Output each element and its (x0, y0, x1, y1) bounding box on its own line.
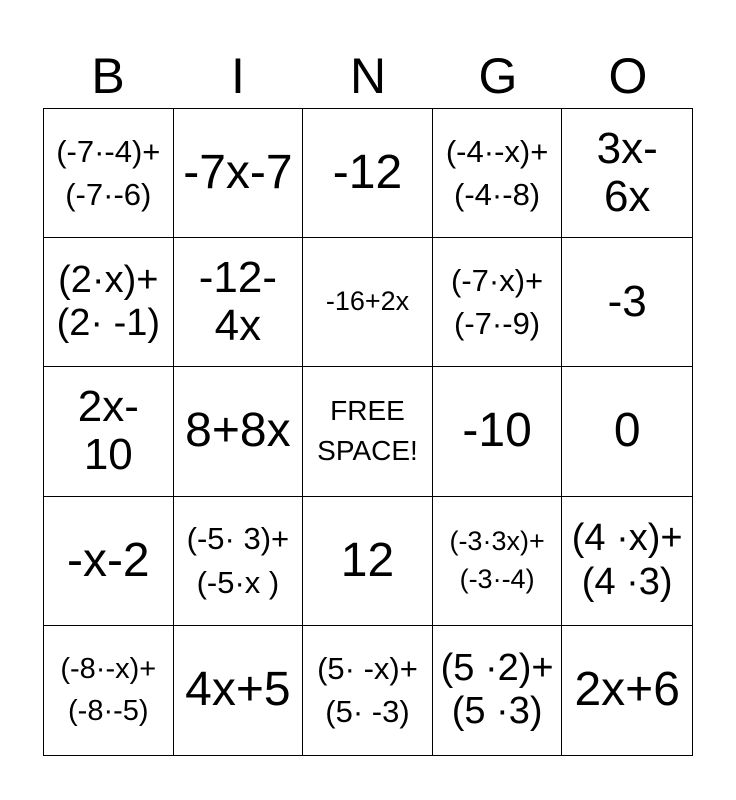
bingo-cell[interactable] (303, 497, 433, 626)
free-space-label: FREE SPACE! (317, 394, 418, 467)
cell-text: -7x-7 (183, 145, 293, 199)
cell-text: (-4·-x)+ (-4·-8) (445, 133, 549, 213)
cell-text: 2x+6 (574, 663, 680, 717)
bingo-cell[interactable] (174, 238, 304, 367)
bingo-cell[interactable] (44, 367, 174, 496)
header-letter-i: I (231, 48, 245, 104)
bingo-cell[interactable] (562, 109, 692, 238)
cell-text: -12 (332, 145, 403, 199)
cell-text: 0 (613, 404, 641, 458)
bingo-cell[interactable] (562, 367, 692, 496)
bingo-cell[interactable] (44, 626, 174, 755)
cell-text: -16+2x (325, 286, 410, 317)
bingo-cell[interactable] (44, 238, 174, 367)
cell-text: (-8·-x)+ (-8·-5) (60, 653, 157, 728)
cell-text: 8+8x (185, 404, 291, 458)
bingo-cell[interactable] (44, 109, 174, 238)
cell-text: -3 (607, 277, 647, 327)
cell-text: 4x+5 (185, 663, 291, 717)
bingo-cell[interactable] (44, 497, 174, 626)
cell-text: (5· -x)+ (5· -3) (317, 651, 418, 730)
cell-text: (-5· 3)+ (-5·x ) (186, 521, 290, 600)
bingo-cell[interactable] (174, 626, 304, 755)
bingo-header (43, 46, 693, 106)
bingo-cell[interactable] (433, 238, 563, 367)
cell-text: -x-2 (66, 533, 150, 587)
bingo-cell[interactable] (562, 238, 692, 367)
header-letter-o: O (608, 48, 648, 104)
bingo-board (43, 108, 693, 756)
cell-text: (4 ·x)+ (4 ·3) (571, 517, 683, 603)
bingo-cell[interactable] (303, 626, 433, 755)
bingo-cell[interactable] (562, 626, 692, 755)
bingo-cell[interactable] (433, 109, 563, 238)
cell-text: -10 (462, 404, 532, 458)
bingo-cell[interactable] (562, 497, 692, 626)
bingo-cell[interactable] (433, 626, 563, 755)
cell-text: -12- 4x (198, 252, 278, 351)
header-letter-b: B (91, 48, 125, 104)
cell-text: (5 ·2)+ (5 ·3) (440, 646, 554, 733)
cell-text: (2·x)+ (2· -1) (56, 258, 161, 345)
cell-text: (-7·x)+ (-7·-9) (451, 262, 544, 342)
cell-text: 3x- 6x (596, 123, 658, 222)
bingo-cell[interactable] (433, 497, 563, 626)
cell-text: (-7·-4)+ (-7·-6) (56, 133, 161, 213)
cell-text: (-3·3x)+ (-3·-4) (449, 525, 545, 594)
bingo-cell[interactable] (174, 367, 304, 496)
bingo-cell[interactable] (174, 497, 304, 626)
cell-text: 12 (340, 533, 395, 587)
header-letter-g: G (478, 48, 518, 104)
bingo-cell[interactable] (174, 109, 304, 238)
cell-text: 2x- 10 (77, 382, 139, 480)
header-letter-n: N (349, 48, 387, 104)
bingo-cell[interactable] (303, 238, 433, 367)
bingo-cell[interactable] (303, 109, 433, 238)
bingo-cell[interactable] (433, 367, 563, 496)
free-space-cell[interactable] (303, 367, 433, 496)
